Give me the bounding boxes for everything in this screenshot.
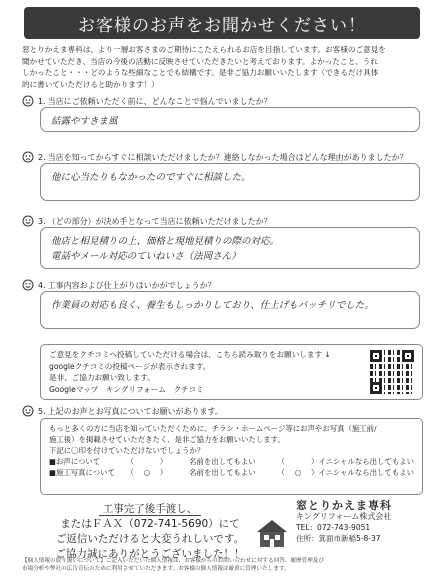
intro-line: 的に書いていただけると助かります！） bbox=[22, 79, 159, 89]
company-tel: TEL：072-743-9051 bbox=[296, 523, 371, 532]
company-name: キングリフォーム株式会社 bbox=[296, 512, 392, 521]
initial-choice-text: イニシャルなら出してもよい bbox=[318, 468, 414, 477]
name-choice-mark[interactable]: ○ bbox=[143, 468, 151, 477]
footer-line: 【個人情報の取り扱いについて】ご記入いただいた個人情報は、お客様からのお問い合わせに対する回答、履歴管理及び bbox=[22, 558, 324, 564]
brand-name: 窓とりかえま専科 bbox=[296, 499, 392, 512]
permission-label: ■施工写真について bbox=[49, 468, 115, 477]
answer-line: 結露やすきま風 bbox=[51, 116, 118, 127]
permission-line: 施工後）を掲載させていただきたく、是非ご協力をお願いいたします。 bbox=[49, 435, 285, 444]
review-line: Googleマップ キングリフォーム クチコミ bbox=[49, 384, 204, 394]
closing-line: 工事完了後手渡し、 bbox=[99, 503, 202, 516]
question-number: 4. bbox=[38, 280, 46, 290]
smiling-face-icon bbox=[22, 215, 34, 227]
intro-line: 聞かせていただき、当店の今後の活動に反映させていただきたいと考えております。よかったこと、うれ bbox=[22, 56, 378, 66]
initial-choice-text: イニシャルなら出してもよい bbox=[318, 457, 414, 466]
permission-line: 下記に〇印を付けていただけないでしょうか？ bbox=[49, 446, 205, 455]
permission-row-voice: ■お声について （ ） 名前を出してもよい （ ） イニシャルなら出してもよい bbox=[49, 457, 414, 466]
answer-2-box bbox=[40, 163, 420, 201]
answer-line: 電話やメール対応のていねいさ（法岡さん） bbox=[51, 251, 241, 262]
worried-face-icon bbox=[22, 151, 34, 163]
answer-3-box bbox=[40, 227, 420, 269]
privacy-footer bbox=[22, 557, 426, 573]
question-number: 3. bbox=[38, 216, 46, 226]
answer-line: 他に心当たりもなかったのですぐに相談した。 bbox=[51, 172, 251, 183]
permission-box bbox=[40, 418, 423, 495]
question-text: 当店を知ってからすぐに相談いただけましたか？連絡しなかった場合はどんな理由がありましたか？ bbox=[47, 152, 408, 162]
review-line: ご意見をクチコミへ投稿していただける場合は、こちら読み取りをお願いします ↓ bbox=[49, 350, 331, 359]
question-5 bbox=[22, 405, 223, 417]
page-title: お客様のお声をお聞かせください！ bbox=[24, 7, 420, 39]
intro-text bbox=[22, 44, 426, 90]
question-2 bbox=[22, 151, 408, 163]
smiling-face-icon bbox=[22, 405, 34, 417]
answer-1-box bbox=[40, 107, 420, 132]
closing-line: ご返信いただけると大変うれしいです。 bbox=[55, 533, 245, 545]
answer-line: 作業員の対応も良く、養生もしっかりしており、仕上げもバッチリでした。 bbox=[51, 300, 374, 311]
review-line: 是非、ご協力お願い致します。 bbox=[49, 373, 155, 382]
footer-line: 市場分析や弊社の広告宣伝のために利用させていただきます。お客様の個人情報は厳重に管理いたします。 bbox=[22, 566, 290, 572]
thinking-face-icon bbox=[22, 95, 34, 107]
qr-code-icon[interactable] bbox=[370, 350, 414, 394]
company-address: 住所：箕面市新稲5-8-37 bbox=[296, 534, 381, 543]
company-info bbox=[296, 500, 426, 544]
question-number: 5. bbox=[38, 406, 46, 416]
intro-line: 窓とりかえま専科は、より一層お客さまのご期待にこたえられるお店を目指しています。お客様のご意見を bbox=[22, 45, 386, 54]
question-number: 2. bbox=[38, 152, 46, 162]
question-text: 上記のお声とお写真についてお願いがあります。 bbox=[47, 406, 223, 416]
answer-4-box bbox=[40, 291, 420, 329]
question-text: （どの部分）が決め手となって当店に依頼いただけましたか？ bbox=[47, 216, 272, 226]
answer-line: 他店と相見積りの上、価格と現地見積りの際の対応。 bbox=[51, 236, 280, 247]
name-choice-text: 名前を出してもよい bbox=[189, 468, 256, 477]
question-1 bbox=[22, 95, 272, 107]
happy-face-icon bbox=[22, 279, 34, 291]
closing-line: またはＦＡＸ（072-741-5690）にて bbox=[60, 518, 240, 530]
question-3 bbox=[22, 215, 272, 227]
initial-choice-mark[interactable]: ○ bbox=[294, 468, 302, 477]
question-text: 当店にご依頼いただく前に、どんなことで悩んでいましたか？ bbox=[47, 96, 272, 106]
permission-row-photo: ■施工写真について （ ○ ） 名前を出してもよい （ ○ ） イニシャルなら出してもよい bbox=[49, 468, 414, 477]
question-4 bbox=[22, 279, 216, 291]
house-logo-icon bbox=[255, 518, 289, 548]
review-line: googleクチコミの投稿ページが表示されます。 bbox=[49, 361, 211, 371]
closing-message bbox=[30, 502, 270, 562]
company-brand bbox=[296, 500, 426, 511]
intro-line: しかったこと・・・どのような些細なことでも結構です。是非ご協力お願いいたします（できるだけ具体 bbox=[22, 68, 379, 77]
review-request-box bbox=[40, 344, 423, 400]
closing-line: ご協力誠にありがとうございました！！ bbox=[55, 548, 245, 560]
permission-label: ■お声について bbox=[49, 457, 101, 466]
permission-line: もっと多くの方に当店を知っていただくために、チラシ・ホームページ等にお声やお写真（施工前/ bbox=[49, 424, 377, 433]
question-text: 工事内容および仕上がりはいかがでしょうか？ bbox=[47, 280, 216, 290]
name-choice-text: 名前を出してもよい bbox=[189, 457, 256, 466]
question-number: 1. bbox=[38, 96, 46, 106]
